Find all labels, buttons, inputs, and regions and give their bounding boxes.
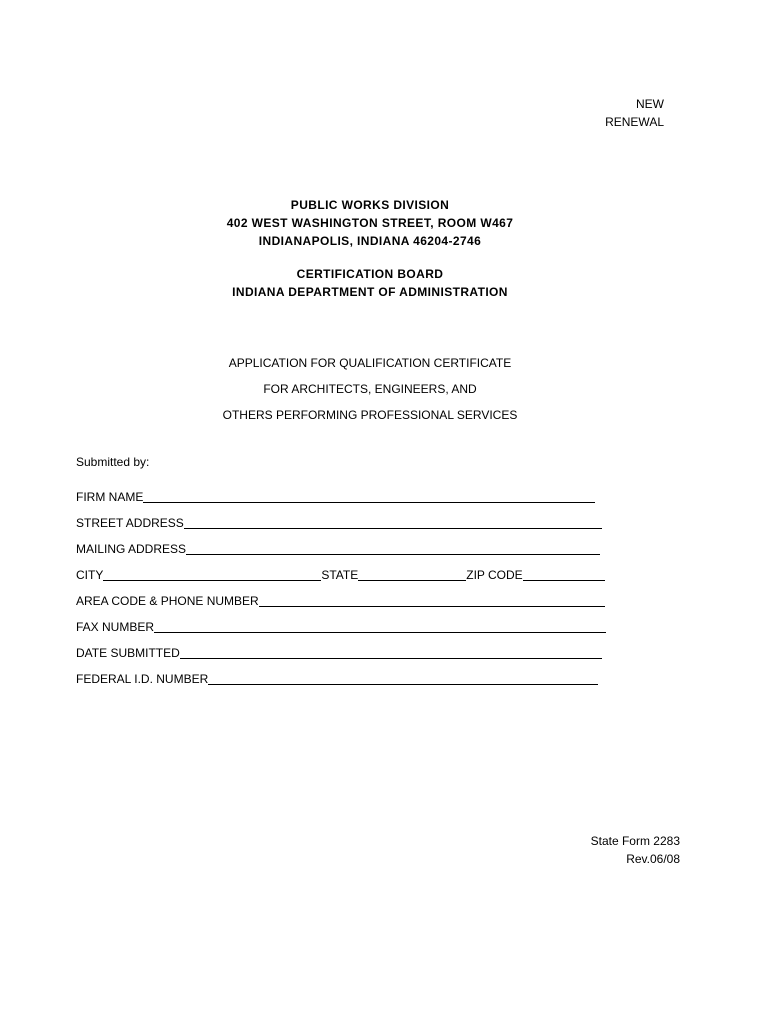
city-state-zip-row: [76, 558, 621, 584]
firm-name-row: [76, 480, 621, 506]
fax-label: FAX NUMBER: [76, 620, 155, 634]
phone-row: [76, 584, 621, 610]
department-name: INDIANA DEPARTMENT OF ADMINISTRATION: [232, 285, 508, 299]
submitted-by-label: Submitted by:: [76, 455, 150, 469]
state-form-number: State Form 2283: [590, 834, 680, 848]
form-title: [0, 350, 740, 428]
application-type-options: [605, 95, 664, 131]
form-identifier: [591, 832, 680, 868]
street-address-label: STREET ADDRESS: [76, 516, 184, 530]
firm-name-field[interactable]: [143, 489, 595, 503]
mailing-address-label: MAILING ADDRESS: [76, 542, 187, 556]
title-line-2: FOR ARCHITECTS, ENGINEERS, AND: [263, 382, 477, 396]
date-submitted-field[interactable]: [180, 645, 602, 659]
fax-row: [76, 610, 621, 636]
federal-id-field[interactable]: [208, 671, 598, 685]
street-line: 402 WEST WASHINGTON STREET, ROOM W467: [226, 216, 514, 230]
applicant-fields: [76, 480, 621, 688]
street-address-row: [76, 506, 621, 532]
zip-code-field[interactable]: [523, 567, 605, 581]
division-name: PUBLIC WORKS DIVISION: [290, 198, 450, 212]
state-label: STATE: [321, 568, 359, 582]
agency-address-header: [0, 196, 740, 250]
street-address-field[interactable]: [184, 515, 602, 529]
date-submitted-label: DATE SUBMITTED: [76, 646, 180, 660]
firm-name-label: FIRM NAME: [76, 490, 144, 504]
option-new[interactable]: NEW: [636, 97, 664, 111]
option-renewal[interactable]: RENEWAL: [605, 115, 664, 129]
mailing-address-field[interactable]: [186, 541, 600, 555]
state-field[interactable]: [358, 567, 466, 581]
zip-code-label: ZIP CODE: [466, 568, 523, 582]
phone-field[interactable]: [259, 593, 605, 607]
board-name: CERTIFICATION BOARD: [296, 267, 444, 281]
city-label: CITY: [76, 568, 104, 582]
fax-field[interactable]: [154, 619, 606, 633]
city-field[interactable]: [103, 567, 321, 581]
title-line-3: OTHERS PERFORMING PROFESSIONAL SERVICES: [222, 408, 518, 422]
city-line: INDIANAPOLIS, INDIANA 46204-2746: [258, 234, 482, 248]
mailing-address-row: [76, 532, 621, 558]
federal-id-label: FEDERAL I.D. NUMBER: [76, 672, 209, 686]
federal-id-row: [76, 662, 621, 688]
title-line-1: APPLICATION FOR QUALIFICATION CERTIFICATE: [228, 356, 512, 370]
board-header: [0, 265, 740, 301]
date-submitted-row: [76, 636, 621, 662]
phone-label: AREA CODE & PHONE NUMBER: [76, 594, 259, 608]
revision-date: Rev.06/08: [626, 852, 680, 866]
